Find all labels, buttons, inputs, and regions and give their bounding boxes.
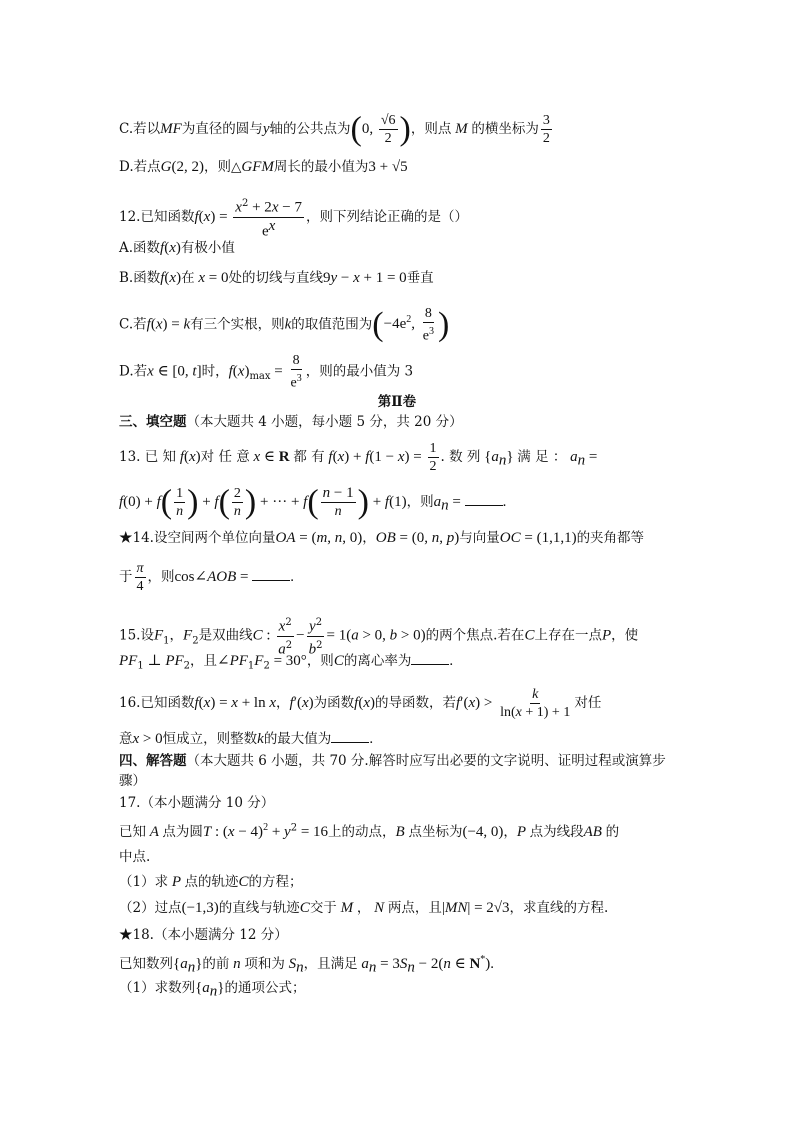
q17-stem-1: 已知 A 点为圆T : $(x - 4)^2 + y^2 = 16$上的动点，B 点坐标为(−4, 0)，P 点为线段AB 的 [119, 822, 620, 840]
q14-line-2: 于 $\frac{\pi}{4}$ ，则cos∠AOB = . [119, 561, 294, 594]
q16-line-2: 意x > 0恒成立，则整数k的最大值为 . [119, 731, 374, 747]
q12-option-a: A.函数f(x)有极小值 [119, 240, 235, 256]
q11-option-c: C.若以MF为直径的圆与y轴的公共点为(0, $\frac{√6}{2}$ )，则点 M 的横坐标为 $\frac{3}{2}$ [119, 110, 550, 148]
q17-part-1: （1）求 P 点的轨迹C的方程； [119, 874, 303, 890]
q17-part-2: （2）过点(−1,3)的直线与轨迹C交于 M ， N 两点，且|MN| = 2√3，求直线的方程. [119, 900, 609, 916]
q18-stem: 已知数列$\{a_n\}$的前 n 项和为 $S_n$，且满足 $a_n = 3S_n - 2(n$ ∈ N*). [119, 954, 495, 976]
q15-line-2: $PF_1$ ⊥ $PF_2$，且$\angle PF_1F_2 = 30^\circ$，则C的离心率为 . [119, 653, 454, 672]
q12-option-b: B.函数f(x)在 x = 0处的切线与直线9y − x + 1 = 0垂直 [119, 270, 434, 286]
part-ii-title: 第Ⅱ卷 [377, 394, 417, 410]
q17-stem-2: 中点. [119, 849, 151, 865]
q18-part-1: （1）求数列$\{a_n\}$的通项公式； [119, 980, 306, 1000]
q13-line-2: f(0) + f( $\frac{1}{n}$ ) + f( $\frac{2}{n}$ ) + ··· + f( $\frac{n - 1}{n}$ ) + f(1)，则$a_n$ = . [119, 483, 507, 521]
q12-option-c: C.若f(x) = k有三个实根，则k的取值范围为($-4e^2$, $\frac{8}{e^3}$ ) [119, 305, 450, 344]
q15-line-1: 15.设$F_1$，$F_2$是双曲线C : $\frac{x^2}{a^2}$ − $\frac{y^2}{b^2}$ = 1(a > 0, b > 0)的两个焦点.若在C上存在一点P，使 [119, 614, 638, 658]
q12-option-d: D.若x ∈ [0, t]时，$f(x)_{max}$ = $\frac{8}{e^3}$ ，则的最小值为 3 [119, 353, 414, 391]
q14-line-1: ★14.设空间两个单位向量OA = (m, n, 0)，OB = (0, n, p)与向量OC = (1,1,1)的夹角都等 [119, 530, 645, 546]
q16-line-1: 16.已知函数f(x) = x + ln x，f′(x)为函数f(x)的导函数，若f′(x) > $\frac{k}{\ln(x + 1) + 1}$ 对任 [119, 687, 602, 720]
q18-heading: ★18.（本小题满分 12 分） [119, 927, 288, 943]
q12-stem: 12.已知函数f(x) = $\frac{x^2 + 2x - 7}{e^x}$ ，则下列结论正确的是（） [119, 195, 468, 240]
q17-heading: 17.（本小题满分 10 分） [119, 795, 275, 811]
section-4-heading: 四、解答题（本大题共 6 小题，共 70 分.解答时应写出必要的文字说明、证明过程或演算步 [119, 753, 666, 769]
section-4-heading-cont: 骤） [119, 773, 146, 789]
q13-line-1: 13. 已 知 f(x)对 任 意 x ∈ R 都 有 f(x) + f(1 − x) = $\frac{1}{2}$ . 数 列 $\{a_n\}$ 满 足 ： $a_n$ = [119, 441, 598, 474]
section-3-heading: 三、填空题（本大题共 4 小题，每小题 5 分，共 20 分） [119, 414, 463, 430]
q11-option-d: D.若点G(2, 2)，则△GFM周长的最小值为3 + √5 [119, 159, 408, 175]
